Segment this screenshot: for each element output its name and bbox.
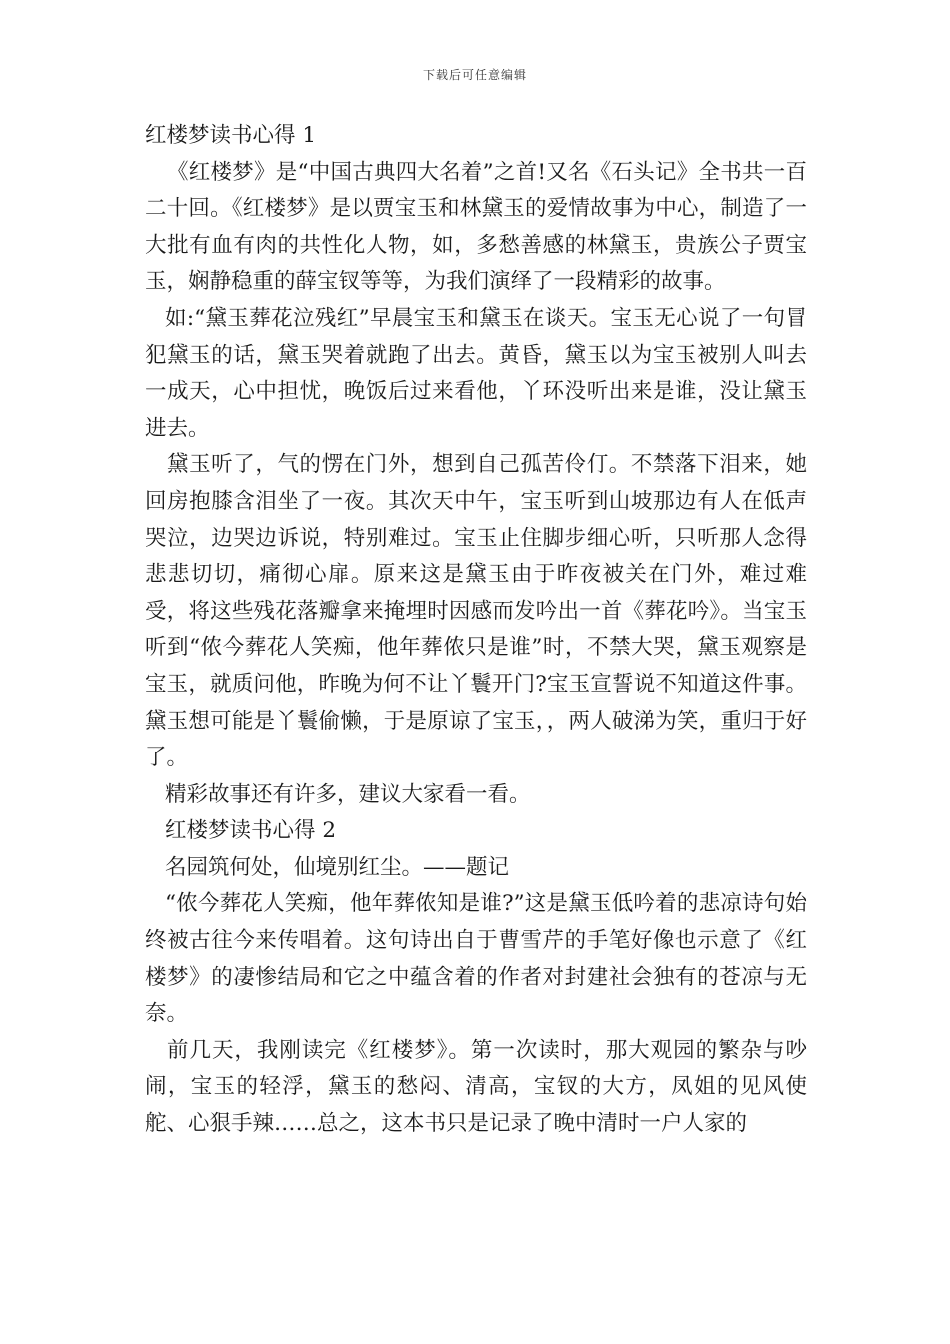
paragraph-4: 精彩故事还有许多，建议大家看一看。	[165, 781, 531, 807]
paragraph-1: 《红楼梦》是“中国古典四大名着”之首!又名《石头记》全书共一百二十回。《红楼梦》是以贾宝玉和林黛玉的爱情故事为中心，制造了一大批有血有肉的共性化人物，如，多愁善感的林黛玉，贵族公子贾宝玉，娴静稳重的薛宝钗等等，为我们演绎了一段精彩的故事。	[145, 159, 807, 295]
page-header: 下载后可任意编辑	[422, 68, 527, 82]
paragraph-6: “侬今葬花人笑痴，他年葬侬知是谁?”这是黛玉低吟着的悲凉诗句始终被古往今来传唱着。这句诗出自于曹雪芹的手笔好像也示意了《红楼梦》的凄惨结局和它之中蕴含着的作者对封建社会独有的苍凉与无奈。	[145, 891, 807, 1027]
paragraph-3: 黛玉听了，气的愣在门外，想到自己孤苦伶仃。不禁落下泪来，她回房抱膝含泪坐了一夜。其次天中午，宝玉听到山坡那边有人在低声哭泣，边哭边诉说，特别难过。宝玉止住脚步细心听，只听那人念得悲悲切切，痛彻心扉。原来这是黛玉由于昨夜被关在门外，难过难受，将这些残花落瓣拿来掩埋时因感而发吟出一首《葬花吟》。当宝玉听到“侬今葬花人笑痴，他年葬侬只是谁”时，不禁大哭，黛玉观察是宝玉，就质问他，昨晚为何不让丫鬟开门?宝玉宣誓说不知道这件事。黛玉想可能是丫鬟偷懒，于是原谅了宝玉，，两人破涕为笑，重归于好了。	[145, 452, 807, 771]
document-body	[145, 118, 807, 1143]
paragraph-7: 前几天，我刚读完《红楼梦》。第一次读时，那大观园的繁杂与吵闹，宝玉的轻浮，黛玉的愁闷、清高，宝钗的大方，凤姐的见风使舵、心狠手辣……总之，这本书只是记录了晚中清时一户人家的	[145, 1037, 807, 1137]
section-title-2: 红楼梦读书心得 2	[165, 818, 337, 844]
section-title-1: 红楼梦读书心得 1	[145, 123, 317, 148]
paragraph-5: 名园筑何处，仙境别红尘。——题记	[165, 854, 510, 880]
paragraph-2: 如:“黛玉葬花泣残红”早晨宝玉和黛玉在谈天。宝玉无心说了一句冒犯黛玉的话，黛玉哭着就跑了出去。黄昏，黛玉以为宝玉被别人叫去一成天，心中担忧，晚饭后过来看他，丫环没听出来是谁，没让黛玉进去。	[145, 305, 807, 441]
